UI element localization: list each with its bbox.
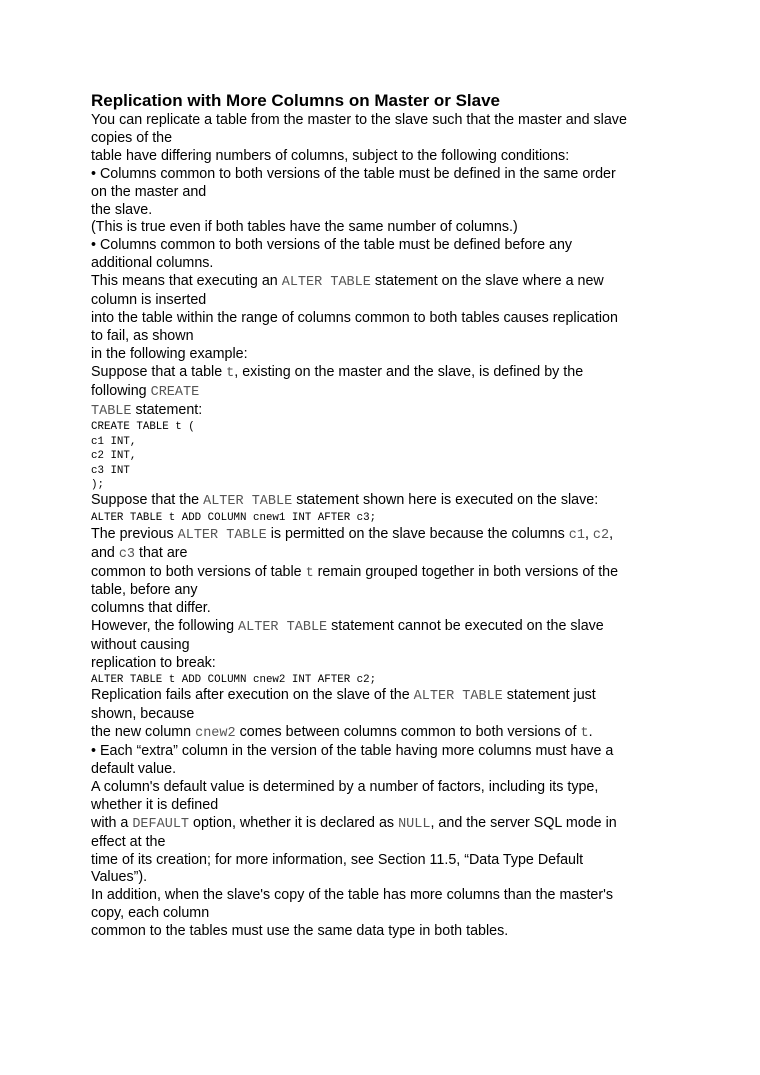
text-run: You can replicate a table from the master to the slave such that the master and slave: [91, 112, 627, 128]
text-line: [91, 112, 671, 130]
text-line: [91, 402, 671, 421]
text-run: The previous: [91, 525, 178, 542]
inline-code: TABLE: [91, 403, 132, 419]
text-run: However, the following: [91, 618, 239, 635]
text-line: [91, 130, 671, 148]
text-run: Suppose that the: [91, 492, 204, 509]
text-line: [91, 761, 671, 779]
inline-code: CREATE: [150, 384, 200, 400]
text-run: Suppose that a table: [91, 363, 227, 380]
text-line: [91, 905, 671, 923]
inline-code: t: [226, 365, 235, 381]
text-run: table have differing numbers of columns, subject to the following conditions:: [91, 147, 570, 164]
text-run: column is inserted: [91, 292, 207, 309]
text-run: time of its creation; for more information, see Section 11.5, “Data Type Default: [91, 851, 584, 868]
section-heading: Replication with More Columns on Master or Slave: [91, 91, 501, 110]
code-line: );: [91, 479, 104, 492]
inline-code: cnew2: [195, 726, 236, 742]
text-line: [91, 815, 671, 834]
text-line: [91, 492, 671, 511]
text-run: Replication fails after execution on the slave of the: [91, 687, 414, 704]
text-line: [91, 383, 671, 402]
text-line: [91, 706, 671, 724]
inline-code: NULL: [398, 816, 431, 832]
text-run: option, whether it is declared as: [189, 814, 399, 831]
text-run: default value.: [91, 761, 177, 778]
text-line: [91, 310, 671, 328]
text-line: [91, 346, 671, 364]
inline-code: ALTER TABLE: [177, 527, 267, 543]
text-run: statement cannot be executed on the slave: [327, 618, 604, 635]
text-line: [91, 869, 671, 887]
text-run: ,: [584, 525, 593, 542]
code-line: ALTER TABLE t ADD COLUMN cnew2 INT AFTER c2;: [91, 674, 377, 686]
text-line: [91, 184, 671, 202]
text-run: comes between columns common to both versions of: [235, 724, 581, 741]
text-run: whether it is defined: [91, 796, 219, 813]
text-run: is permitted on the slave because the columns: [266, 525, 569, 542]
text-line: [91, 255, 671, 273]
text-run: , and the server SQL mode in: [430, 814, 617, 831]
text-line: [91, 364, 671, 383]
text-run: effect at the: [91, 833, 166, 850]
text-run: common to the tables must use the same data type in both tables.: [91, 923, 509, 940]
text-run: In addition, when the slave's copy of the table has more columns than the master's: [91, 887, 614, 904]
inline-code: ALTER TABLE: [238, 620, 328, 636]
text-run: table, before any: [91, 582, 198, 599]
code-line: CREATE TABLE t (: [91, 421, 195, 434]
text-run: copies of the: [91, 129, 173, 146]
inline-code: DEFAULT: [132, 816, 190, 832]
inline-code: c1: [568, 527, 585, 543]
text-line: [91, 292, 671, 310]
code-line: ALTER TABLE t ADD COLUMN cnew1 INT AFTER c3;: [91, 512, 377, 525]
text-line: [91, 779, 671, 797]
text-line: [91, 564, 671, 583]
text-line: [91, 237, 671, 255]
text-line: [91, 166, 671, 184]
text-run: • Columns common to both versions of the table must be defined before any: [91, 237, 573, 254]
text-line: [91, 923, 671, 941]
text-line: [91, 545, 671, 564]
inline-code: ALTER TABLE: [413, 689, 503, 705]
text-line: [91, 148, 671, 166]
text-run: into the table within the range of columns common to both tables causes replication: [91, 309, 618, 326]
text-line: [91, 637, 671, 655]
text-run: .: [588, 724, 593, 741]
text-run: • Columns common to both versions of the table must be defined in the same order: [91, 165, 616, 182]
inline-code: ALTER TABLE: [203, 494, 293, 510]
text-run: statement on the slave where a new: [370, 273, 604, 290]
text-line: [91, 687, 671, 706]
text-line: [91, 273, 671, 292]
text-run: without causing: [91, 637, 190, 654]
code-line: c1 INT,: [91, 435, 137, 448]
text-run: in the following example:: [91, 345, 248, 362]
inline-code: ALTER TABLE: [281, 275, 371, 291]
text-line: [91, 655, 671, 673]
text-run: (This is true even if both tables have the same number of columns.): [91, 219, 518, 236]
text-run: statement just: [502, 687, 596, 704]
text-run: , existing on the master and the slave, is defined by the: [234, 363, 584, 380]
text-run: ,: [609, 525, 614, 542]
text-run: statement:: [131, 401, 203, 418]
text-line: [91, 834, 671, 852]
section-text: [91, 112, 671, 941]
text-line: [91, 724, 671, 743]
text-line: [91, 852, 671, 870]
text-line: [91, 600, 671, 618]
text-run: on the master and: [91, 183, 207, 200]
inline-code: c3: [118, 546, 136, 562]
text-run: common to both versions of table: [91, 563, 306, 580]
text-run: the slave.: [91, 201, 153, 218]
text-run: the new column: [91, 724, 196, 741]
text-run: copy, each column: [91, 905, 210, 922]
inline-code: t: [580, 726, 589, 742]
text-run: replication to break:: [91, 655, 216, 672]
text-line: [91, 887, 671, 905]
text-run: Values”).: [91, 869, 148, 886]
code-line: c2 INT,: [91, 450, 137, 463]
text-run: additional columns.: [91, 255, 214, 272]
text-run: with a: [91, 814, 133, 831]
text-line: [91, 202, 671, 220]
document-body: [91, 90, 671, 941]
text-run: statement shown here is executed on the slave:: [292, 492, 599, 509]
text-run: columns that differ.: [91, 600, 211, 617]
text-line: [91, 797, 671, 815]
text-line: [91, 526, 671, 545]
text-run: remain grouped together in both versions of the: [313, 563, 619, 580]
text-line: [91, 328, 671, 346]
code-line: c3 INT: [91, 464, 130, 477]
text-line: [91, 219, 671, 237]
text-run: A column's default value is determined by a number of factors, including its type,: [91, 778, 599, 795]
text-run: • Each “extra” column in the version of the table having more columns must have a: [91, 743, 614, 760]
text-run: This means that executing an: [91, 273, 282, 290]
text-run: to fail, as shown: [91, 327, 194, 344]
inline-code: c2: [592, 527, 610, 543]
text-run: that are: [135, 544, 188, 561]
text-line: [91, 743, 671, 761]
text-line: [91, 582, 671, 600]
text-line: [91, 618, 671, 637]
text-run: and: [91, 544, 119, 561]
text-run: shown, because: [91, 706, 195, 723]
inline-code: t: [305, 565, 314, 581]
text-run: following: [91, 382, 151, 399]
